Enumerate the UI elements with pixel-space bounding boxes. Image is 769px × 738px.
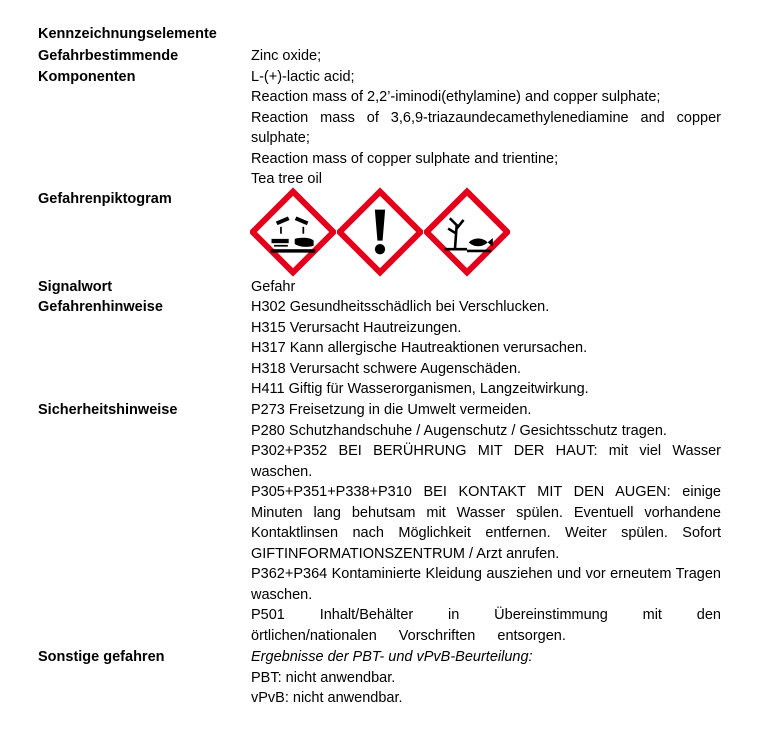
component-item: Reaction mass of copper sulphate and trientine; [251,150,559,167]
pictograms-label: Gefahrenpiktogram [38,191,172,207]
hazard-statement: H302 Gesundheitsschädlich bei Verschlucken. [251,299,550,315]
other-hazards-content [251,647,721,709]
precautionary-statements-label: Sicherheitshinweise [38,402,178,418]
component-item: L-(+)-lactic acid; [251,68,355,85]
hazard-statement: H317 Kann allergische Hautreaktionen verursachen. [251,340,588,356]
precautionary-statement: P362+P364 Kontaminierte Kleidung ausziehen und vor erneutem Tragen waschen. [251,566,721,603]
components-label-line1: Gefahrbestimmende [38,48,179,64]
precautionary-statement: P305+P351+P338+P310 BEI KONTAKT MIT DEN AUGEN: einige Minuten lang behutsam mit Wasser spülen. Eventuell vorhandene Kontaktlinsen nach Möglichkeit entfernen. Weiter spülen. Sofort GIFTINFORMATIONSZENTRUM / Arzt anrufen. [251,484,721,562]
section-title: Kennzeichnungselemente [38,26,217,42]
hazard-statement: H315 Verursacht Hautreizungen. [251,319,462,336]
precautionary-statement: P280 Schutzhandschuhe / Augenschutz / Gesichtsschutz tragen. [251,422,667,439]
environment-pictogram-icon [424,186,510,278]
component-item: Reaction mass of 3,6,9-triazaundecamethylenediamine and copper sulphate; [251,109,721,146]
precautionary-statement: P302+P352 BEI BERÜHRUNG MIT DER HAUT: mit viel Wasser waschen. [251,443,721,480]
component-item: Tea tree oil [251,171,322,187]
components-label-line2: Komponenten [38,68,136,85]
vpvb-result: vPvB: nicht anwendbar. [251,690,403,706]
precautionary-statements-list [251,400,721,646]
exclamation-mark-pictogram-icon [337,186,423,278]
hazard-statements-label: Gefahrenhinweise [38,299,163,315]
component-item: Zinc oxide; [251,48,322,64]
signal-word-label: Signalwort [38,279,113,295]
hazard-statement: H318 Verursacht schwere Augenschäden. [251,360,522,377]
components-label [38,46,243,87]
signal-word-value: Gefahr [251,279,296,295]
components-list [251,46,721,190]
pbt-result: PBT: nicht anwendbar. [251,669,396,686]
component-item: Reaction mass of 2,2’-iminodi(ethylamine) and copper sulphate; [251,89,661,105]
hazard-statement: H411 Giftig für Wasserorganismen, Langzeitwirkung. [251,381,589,397]
hazard-statements-list [251,297,721,400]
pbt-assessment-heading: Ergebnisse der PBT- und vPvB-Beurteilung: [251,649,533,665]
corrosion-pictogram-icon [250,186,336,278]
other-hazards-label: Sonstige gefahren [38,649,165,665]
precautionary-statement: P273 Freisetzung in die Umwelt vermeiden. [251,402,532,418]
precautionary-statement: P501 Inhalt/Behälter in Übereinstimmung mit den örtlichen/nationalen Vorschriften entsorgen. [251,607,721,644]
